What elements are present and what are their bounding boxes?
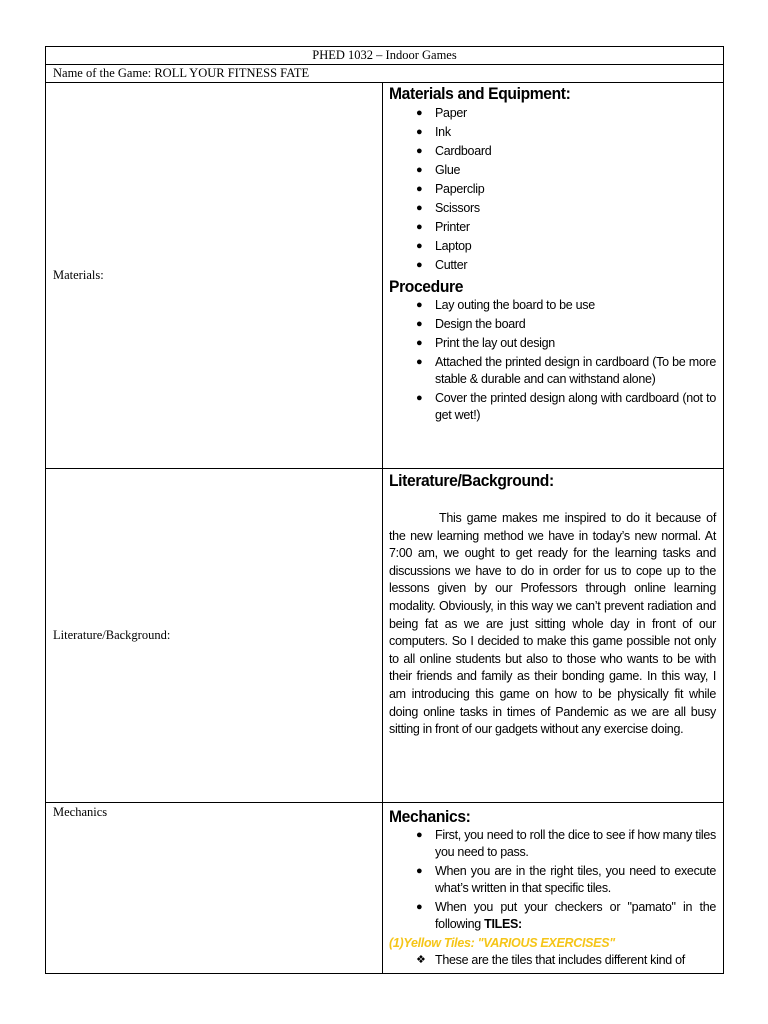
materials-label: Materials: bbox=[53, 268, 104, 282]
list-item: ❖ These are the tiles that includes different kind of bbox=[416, 953, 685, 967]
game-name: Name of the Game: ROLL YOUR FITNESS FATE bbox=[53, 66, 310, 80]
list-item: ● Attached the printed design in cardboard (To be more stable & durable and can withstand alone) bbox=[416, 355, 716, 386]
bullet-icon: ● bbox=[416, 107, 423, 119]
mechanics-list bbox=[389, 827, 716, 933]
list-item: ● First, you need to roll the dice to see if how many tiles you need to pass. bbox=[416, 828, 716, 859]
bullet-icon: ● bbox=[416, 392, 423, 404]
literature-label-cell bbox=[46, 469, 383, 802]
bullet-icon: ● bbox=[416, 145, 423, 157]
list-item: ● When you put your checkers or "pamato" in the following TILES: bbox=[416, 900, 716, 931]
bullet-icon: ● bbox=[416, 126, 423, 138]
bullet-icon: ● bbox=[416, 299, 423, 311]
list-item: ● Design the board bbox=[416, 317, 526, 331]
bullet-icon: ● bbox=[416, 240, 423, 252]
literature-heading: Literature/Background: bbox=[389, 471, 554, 490]
literature-label: Literature/Background: bbox=[53, 628, 171, 642]
list-item: ● When you are in the right tiles, you need to execute what’s written in that specific tiles. bbox=[416, 864, 716, 895]
literature-row bbox=[46, 469, 723, 803]
list-item: ● Glue bbox=[389, 161, 716, 180]
list-item: ● Paperclip bbox=[389, 180, 716, 199]
materials-heading: Materials and Equipment: bbox=[389, 84, 571, 103]
game-name-row bbox=[46, 65, 723, 83]
bullet-icon: ● bbox=[416, 829, 423, 841]
list-item: ● Laptop bbox=[389, 237, 716, 256]
list-item: ● Printer bbox=[389, 218, 716, 237]
list-item: ● Cutter bbox=[389, 256, 716, 275]
procedure-list bbox=[389, 297, 716, 424]
mechanics-label: Mechanics bbox=[53, 805, 108, 819]
literature-paragraph: This game makes me inspired to do it because of the new learning method we have in today’s new normal. At 7:00 am, we ought to get ready for the learning tasks and discussions we have to do in order for us to cope up to the lessons given by our Professors through online learning modality. Obviously, in this way we can’t prevent radiation and being fat as we are just sitting whole day in front of our computers. So I decided to make this game possible not only to all online students but also to those who wants to be with their friends and family as their bonding game. In this way, I am introducing this game on how to be physically fit while doing online tasks in times of Pandemic as we are all busy sitting in front of our gadgets without any exercise doing. bbox=[389, 511, 716, 737]
document-title: PHED 1032 – Indoor Games bbox=[312, 48, 457, 62]
bullet-icon: ● bbox=[416, 202, 423, 214]
bullet-icon: ● bbox=[416, 865, 423, 877]
materials-list bbox=[389, 104, 716, 275]
materials-content-cell bbox=[383, 83, 723, 468]
list-item: ● Cover the printed design along with cardboard (not to get wet!) bbox=[416, 391, 716, 422]
list-item: ● Ink bbox=[389, 123, 716, 142]
yellow-tiles-heading: (1)Yellow Tiles: "VARIOUS EXERCISES" bbox=[389, 936, 615, 950]
list-item: ● Print the lay out design bbox=[416, 336, 555, 350]
list-item: ● Scissors bbox=[389, 199, 716, 218]
bullet-icon: ● bbox=[416, 164, 423, 176]
materials-label-cell bbox=[46, 83, 383, 468]
materials-row bbox=[46, 83, 723, 469]
bullet-icon: ● bbox=[416, 901, 423, 913]
mechanics-heading: Mechanics: bbox=[389, 807, 471, 826]
bullet-icon: ● bbox=[416, 337, 423, 349]
bullet-icon: ● bbox=[416, 318, 423, 330]
diamond-bullet-icon: ❖ bbox=[416, 954, 426, 966]
yellow-tiles-list bbox=[389, 952, 716, 969]
bullet-icon: ● bbox=[416, 183, 423, 195]
title-row bbox=[46, 47, 723, 65]
list-item: ● Paper bbox=[389, 104, 716, 123]
document-table bbox=[45, 46, 724, 974]
mechanics-row bbox=[46, 803, 723, 974]
procedure-heading: Procedure bbox=[389, 277, 464, 296]
mechanics-label-cell bbox=[46, 803, 383, 973]
bullet-icon: ● bbox=[416, 259, 423, 271]
list-item: ● Lay outing the board to be use bbox=[416, 298, 595, 312]
list-item: ● Cardboard bbox=[389, 142, 716, 161]
mechanics-content-cell bbox=[383, 803, 723, 973]
literature-content-cell bbox=[383, 469, 723, 802]
bullet-icon: ● bbox=[416, 356, 423, 368]
bullet-icon: ● bbox=[416, 221, 423, 233]
